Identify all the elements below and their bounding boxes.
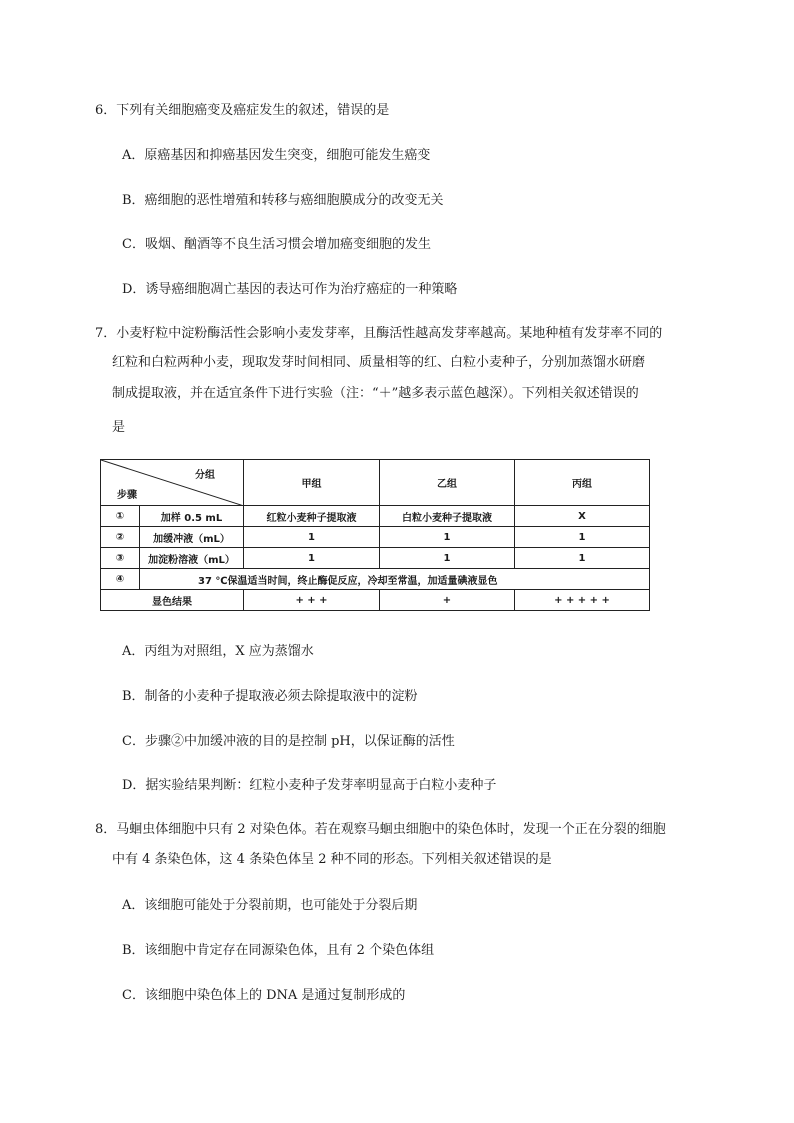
table-cell: 1 (380, 548, 515, 569)
table-row (101, 527, 650, 548)
question-7-stem-line-1: 7．小麦籽粒中淀粉酶活性会影响小麦发芽率，且酶活性越高发芽率越高。某地种植有发芽率不同的 (95, 326, 663, 341)
group-header-jia: 甲组 (244, 460, 380, 506)
question-7-stem-line-4: 是 (112, 420, 126, 435)
result-label: 显色结果 (101, 590, 244, 611)
corner-label-step: 步骤 (117, 490, 137, 501)
table-row (101, 548, 650, 569)
table-cell: 1 (244, 527, 380, 548)
table-cell: 红粒小麦种子提取液 (244, 506, 380, 527)
question-8-option-a: A．该细胞可能处于分裂前期，也可能处于分裂后期 (122, 898, 418, 913)
corner-label-group: 分组 (195, 470, 215, 481)
question-7-stem-line-3: 制成提取液，并在适宜条件下进行实验（注：“＋”越多表示蓝色越深）。下列相关叙述错误的 (112, 386, 639, 401)
table-row (101, 569, 650, 590)
question-7-option-c: C．步骤②中加缓冲液的目的是控制 pH，以保证酶的活性 (122, 734, 455, 749)
step-number: ① (101, 506, 140, 527)
question-7-stem-line-2: 红粒和白粒两种小麦，现取发芽时间相同、质量相等的红、白粒小麦种子，分别加蒸馏水研磨 (112, 355, 646, 370)
step-description: 加样 0.5 mL (140, 506, 244, 527)
experiment-table (100, 459, 650, 611)
table-cell: X (515, 506, 650, 527)
question-8-option-c: C．该细胞中染色体上的 DNA 是通过复制形成的 (122, 988, 406, 1003)
table-cell: 1 (380, 527, 515, 548)
step-4-description: 37 ℃保温适当时间，终止酶促反应，冷却至常温，加适量碘液显色 (140, 569, 650, 590)
question-8-stem-line-1: 8．马蛔虫体细胞中只有 2 对染色体。若在观察马蛔虫细胞中的染色体时，发现一个正在分裂的细胞 (95, 822, 666, 837)
question-7-option-d: D．据实验结果判断：红粒小麦种子发芽率明显高于白粒小麦种子 (122, 778, 497, 793)
question-8-stem-line-2: 中有 4 条染色体，这 4 条染色体呈 2 种不同的形态。下列相关叙述错误的是 (112, 852, 552, 867)
step-description: 加缓冲液（mL） (140, 527, 244, 548)
question-6-option-a: A．原癌基因和抑癌基因发生突变，细胞可能发生癌变 (122, 148, 431, 163)
table-cell: 1 (244, 548, 380, 569)
question-8-option-b: B．该细胞中肯定存在同源染色体，且有 2 个染色体组 (122, 943, 435, 958)
result-cell: + + + + + (515, 590, 650, 611)
group-header-yi: 乙组 (380, 460, 515, 506)
table-cell: 1 (515, 527, 650, 548)
step-number: ③ (101, 548, 140, 569)
step-number: ② (101, 527, 140, 548)
table-corner-cell (101, 460, 244, 506)
question-6-option-b: B．癌细胞的恶性增殖和转移与癌细胞膜成分的改变无关 (122, 193, 444, 208)
question-6-option-c: C．吸烟、酗酒等不良生活习惯会增加癌变细胞的发生 (122, 237, 431, 252)
step-description: 加淀粉溶液（mL） (140, 548, 244, 569)
result-cell: + + + (244, 590, 380, 611)
table-cell: 1 (515, 548, 650, 569)
table-row-result (101, 590, 650, 611)
table-header-row (101, 460, 650, 506)
question-7-option-a: A．丙组为对照组，X 应为蒸馏水 (122, 644, 314, 659)
table-cell: 白粒小麦种子提取液 (380, 506, 515, 527)
question-6-stem: 6．下列有关细胞癌变及癌症发生的叙述，错误的是 (95, 103, 390, 118)
step-number: ④ (101, 569, 140, 590)
group-header-bing: 丙组 (515, 460, 650, 506)
question-6-option-d: D．诱导癌细胞凋亡基因的表达可作为治疗癌症的一种策略 (122, 282, 458, 297)
result-cell: + (380, 590, 515, 611)
question-7-option-b: B．制备的小麦种子提取液必须去除提取液中的淀粉 (122, 689, 418, 704)
table-row (101, 506, 650, 527)
